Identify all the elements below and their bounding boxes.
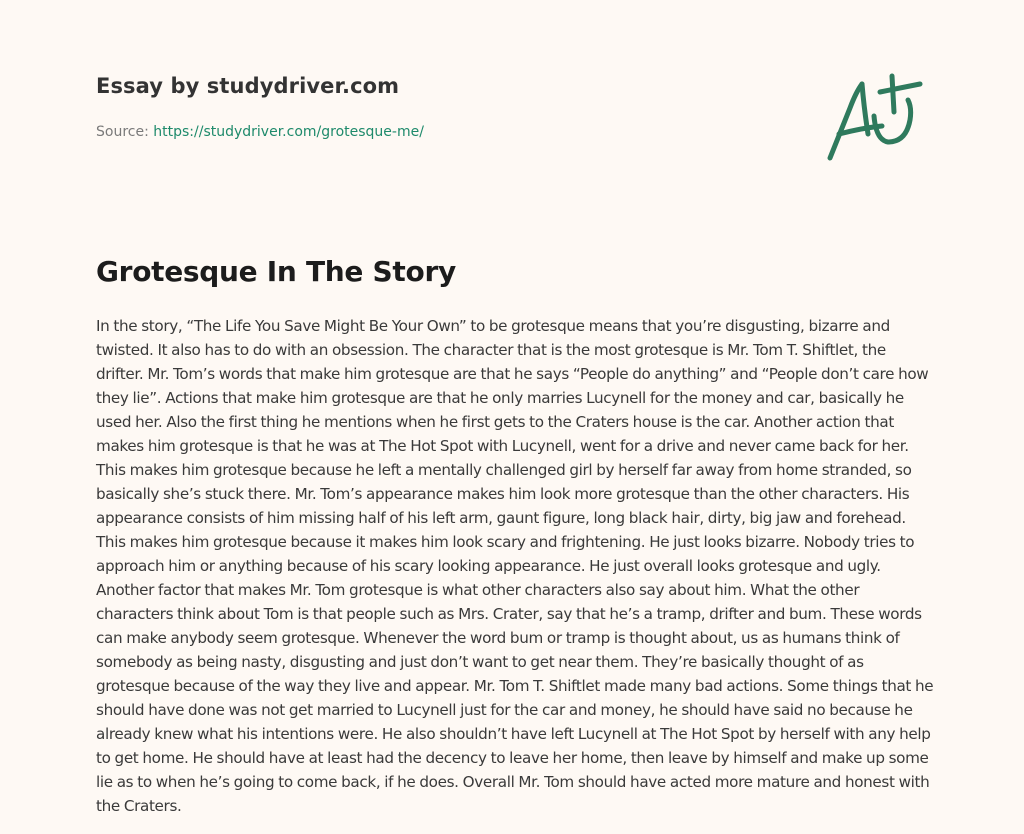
page-header: [96, 74, 399, 98]
source-link[interactable]: https://studydriver.com/grotesque-me/: [153, 124, 424, 140]
source-line: [96, 124, 424, 140]
site-title: Essay by studydriver.com: [96, 74, 400, 98]
source-label: Source:: [96, 124, 154, 140]
a-plus-grade-icon: [822, 68, 930, 164]
page-title: Grotesque In The Story: [96, 255, 456, 288]
essay-body: In the story, “The Life You Save Might Be Your Own” to be grotesque means that you’re disgusting, bizarre and twisted. It also has to do with an obsession. The character that is the most grotesque is Mr. Tom T. Shiftlet, the drifter. Mr. Tom’s words that make him grotesque are that he says “People do anything” and “People don’t care how they lie”. Actions that make him grotesque are that he only marries Lucynell for the money and car, basically he used her. Also the first thing he mentions when he first gets to the Craters house is the car. Another action that makes him grotesque is that he was at The Hot Spot with Lucynell, went for a drive and never came back for her. This makes him grotesque because he left a mentally challenged girl by herself far away from home stranded, so basically she’s stuck there. Mr. Tom’s appearance makes him look more grotesque than the other characters. His appearance consists of him missing half of his left arm, gaunt figure, long black hair, dirty, big jaw and forehead. This makes him grotesque because it makes him look scary and frightening. He just looks bizarre. Nobody tries to approach him or anything because of his scary looking appearance. He just overall looks grotesque and ugly. Another factor that makes Mr. Tom grotesque is what other characters also say about him. What the other characters think about Tom is that people such as Mrs. Crater, say that he’s a tramp, drifter and bum. These words can make anybody seem grotesque. Whenever the word bum or tramp is thought about, us as humans think of somebody as being nasty, disgusting and just don’t want to get near them. They’re basically thought of as grotesque because of the way they live and appear. Mr. Tom T. Shiftlet made many bad actions. Some things that he should have done was not get married to Lucynell just for the car and money, he should have said no because he already knew what his intentions were. He also shouldn’t have left Lucynell at The Hot Spot by herself with any help to get home. He should have at least had the decency to leave her home, then leave by himself and make up some lie as to when he’s going to come back, if he does. Overall Mr. Tom should have acted more mature and honest with the Craters.: [96, 317, 934, 815]
